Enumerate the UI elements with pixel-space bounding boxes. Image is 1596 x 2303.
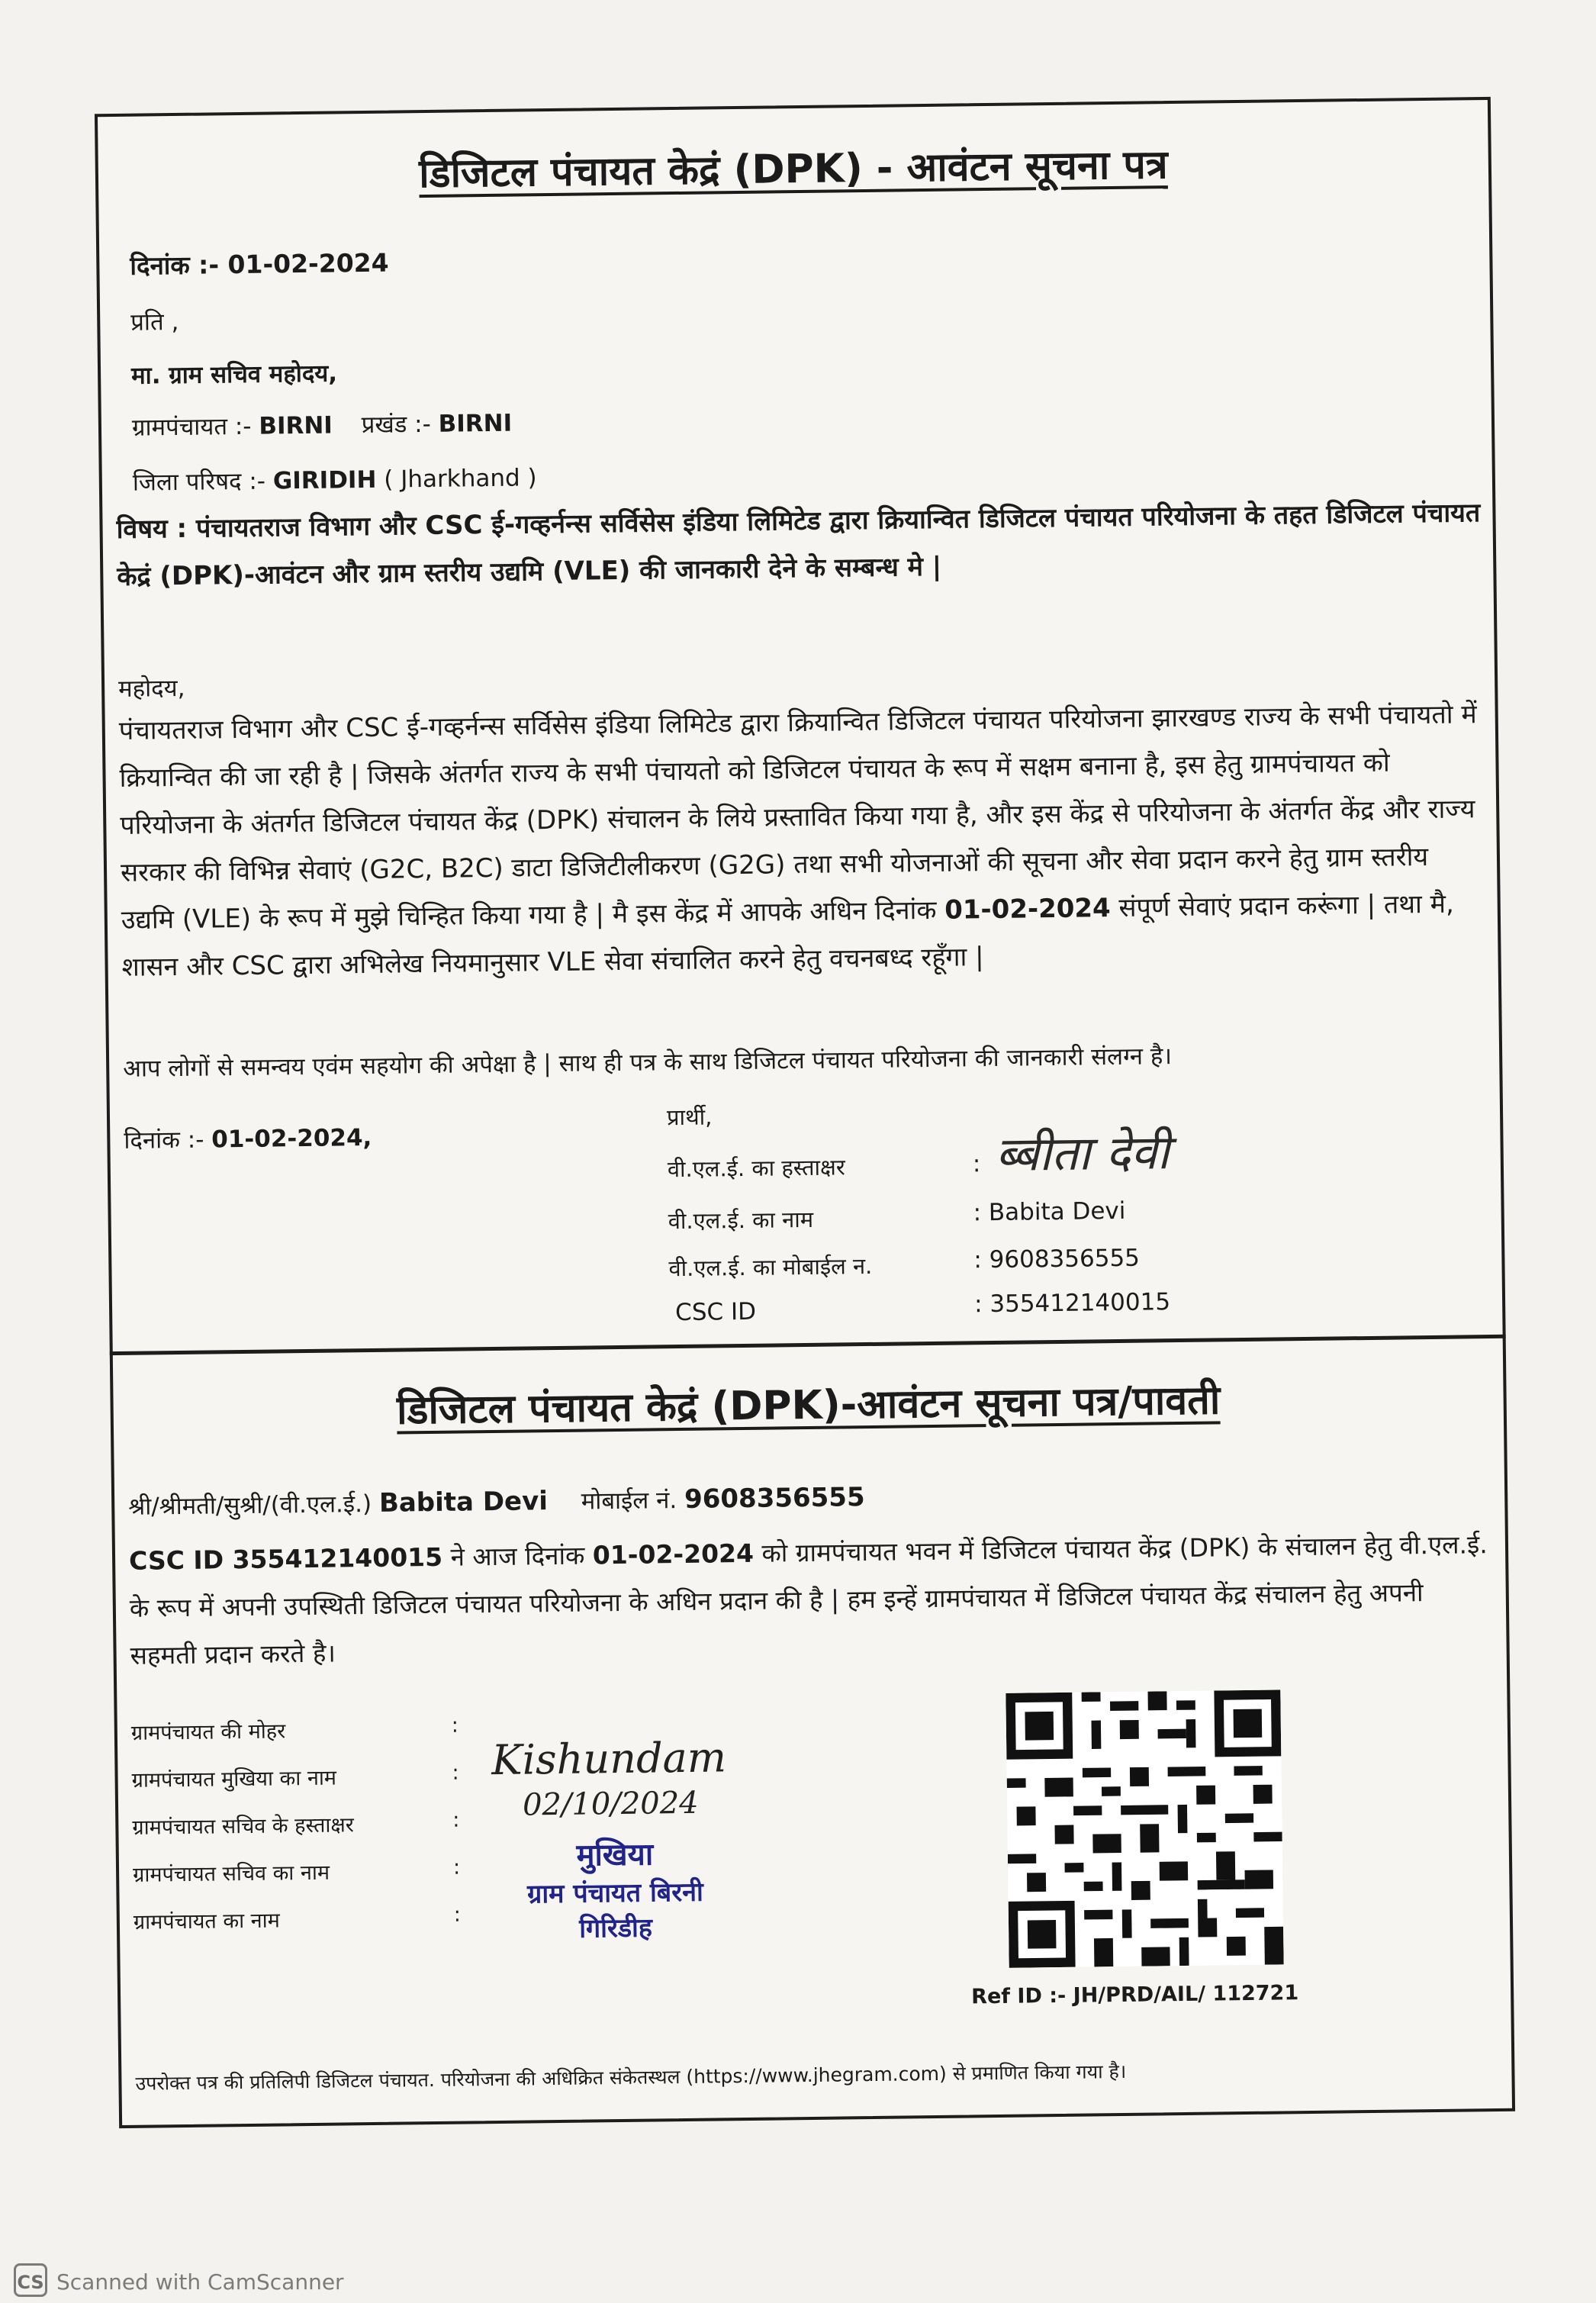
field-sep-secretary-sign: : bbox=[452, 1808, 460, 1832]
field-sep-panchayat-name: : bbox=[453, 1902, 462, 1927]
gram-panchayat-value: BIRNI bbox=[259, 411, 333, 440]
receipt-name-prefix: श्री/श्रीमती/सुश्री/(वी.एल.ई.) bbox=[128, 1490, 372, 1521]
field-label-seal: ग्रामपंचायत की मोहर bbox=[130, 1719, 286, 1745]
qr-code-icon bbox=[1006, 1689, 1283, 1967]
zila-line bbox=[133, 461, 537, 498]
bottom-date-label: दिनांक :- bbox=[124, 1126, 204, 1155]
prakhand-value: BIRNI bbox=[438, 409, 513, 438]
stamp-line2: ग्राम पंचायत बिरनी bbox=[526, 1876, 704, 1910]
footer-note: उपरोक्त पत्र की प्रतिलिपी डिजिटल पंचायत. परियोजना की अधिक्रित संकेतस्थल (https://www.jhegram.com) से प्रमाणित किया गया है। bbox=[135, 2060, 1127, 2095]
receipt-mobile-label: मोबाईल नं. bbox=[581, 1486, 677, 1515]
applicant: प्रार्थी, bbox=[666, 1103, 713, 1131]
csc-id-label: CSC ID bbox=[674, 1297, 757, 1327]
addressee: मा. ग्राम सचिव महोदय, bbox=[130, 359, 338, 390]
gram-panchayat-line bbox=[132, 407, 513, 443]
field-label-mukhiya-name: ग्रामपंचायत मुखिया का नाम bbox=[131, 1766, 337, 1792]
vle-mobile-value: : 9608356555 bbox=[973, 1244, 1141, 1274]
receipt-name-line bbox=[128, 1481, 865, 1522]
field-sep-mukhiya-name: : bbox=[452, 1760, 459, 1785]
receipt-csc-id: CSC ID 355412140015 bbox=[128, 1541, 443, 1576]
vle-sign-colon: : bbox=[972, 1150, 981, 1178]
receipt-name-value: Babita Devi bbox=[378, 1486, 549, 1519]
bottom-date bbox=[124, 1121, 372, 1156]
vle-sign-label: वी.एल.ई. का हस्ताक्षर bbox=[667, 1154, 845, 1183]
prakhand-label: प्रखंड :- bbox=[361, 410, 431, 440]
receipt-text-part2: को ग्रामपंचायत भवन में डिजिटल पंचायत केंद्र (DPK) के संचालन हेतु वी.एल.ई. के रूप में अपनी उपस्थिती डिजिटल पंचायत परियोजना के अधिन प्रदान की है | हम इन्हें ग्रामपंचायत में डिजिटल पंचायत केंद्र संचालन हेतु अपनी सहमती प्रदान करते है। bbox=[129, 1529, 1488, 1670]
vle-signature: ब्बीता देवी bbox=[995, 1124, 1170, 1182]
field-sep-seal: : bbox=[451, 1713, 459, 1738]
gram-panchayat-label: ग्रामपंचायत :- bbox=[131, 412, 252, 442]
field-label-panchayat-name: ग्रामपंचायत का नाम bbox=[133, 1908, 280, 1934]
letter-date: दिनांक :- 01-02-2024 bbox=[130, 247, 389, 281]
closing-paragraph: आप लोगों से समन्वय एवंम सहयोग की अपेक्षा है | साथ ही पत्र के साथ डिजिटल पंचायत परियोजना की जानकारी संलग्न है। bbox=[123, 1042, 1173, 1083]
receipt-paragraph bbox=[129, 1521, 1496, 1680]
receipt-title: डिजिटल पंचायत केद्रं (DPK)-आवंटन सूचना पत्र/पावती bbox=[396, 1377, 1221, 1434]
prati-line: प्रति , bbox=[130, 308, 179, 337]
subject: विषय : पंचायतराज विभाग और CSC ई-गव्हर्नन्स सर्विसेस इंडिया लिमिटेड द्वारा क्रियान्वित डिजिटल पंचायत परियोजना के तहत डिजिटल पंचायत केद्रं (DPK)-आवंटन और ग्राम स्तरीय उद्यमि (VLE) की जानकारी देने के सम्बन्ध मे | bbox=[116, 498, 1481, 592]
body-part1: पंचायतराज विभाग और CSC ई-गव्हर्नन्स सर्विसेस इंडिया लिमिटेड द्वारा क्रियान्वित डिजिटल पंचायत परियोजना झारखण्ड राज्य के सभी पंचायतो में क्रियान्वित की जा रही है | जिसके अंतर्गत राज्य के सभी पंचायतो को डिजिटल पंचायत के रूप में सक्षम बनाना है, इस हेतु ग्रामपंचायत को परियोजना के अंतर्गत डिजिटल पंचायत केंद्र (DPK) संचालन के लिये प्रस्तावित किया गया है, और इस केंद्र से परियोजना के अंतर्गत केंद्र और राज्य सरकार की विभिन्न सेवाएं (G2C, B2C) डाटा डिजिटीलीकरण (G2G) तथा सभी योजनाओं की सूचना और सेवा प्रदान करने हेतु ग्राम स्तरीय उद्यमि (VLE) के रूप में मुझे चिन्हित किया गया है | मै इस केंद्र में आपके अधिन दिनांक bbox=[118, 699, 1477, 936]
camscanner-text: Scanned with CamScanner bbox=[56, 2269, 344, 2295]
section-divider bbox=[110, 1335, 1506, 1355]
body-part2: संपूर्ण सेवाएं प्रदान करूंगा | तथा मै, शासन और CSC द्वारा अभिलेख नियमानुसार VLE सेवा संचालित करने हेतु वचनबध्द रहूँगा | bbox=[121, 888, 1455, 983]
signature-date: 02/10/2024 bbox=[522, 1785, 699, 1823]
bottom-date-value: 01-02-2024, bbox=[211, 1123, 372, 1154]
csc-id-value: : 355412140015 bbox=[973, 1288, 1171, 1319]
stamp-line1: मुखिया bbox=[576, 1836, 654, 1873]
body-paragraph bbox=[118, 691, 1487, 991]
zila-value: GIRIDIH bbox=[272, 465, 377, 495]
zila-label: जिला परिषद :- bbox=[132, 467, 266, 497]
field-label-secretary-sign: ग्रामपंचायत सचिव के हस्ताक्षर bbox=[132, 1813, 354, 1840]
vle-name-label: वी.एल.ई. का नाम bbox=[668, 1206, 814, 1235]
camscanner-footer bbox=[0, 2259, 458, 2303]
panchayat-stamp bbox=[478, 1831, 754, 1946]
field-label-secretary-name: ग्रामपंचायत सचिव का नाम bbox=[132, 1860, 330, 1887]
receipt-mobile-value: 9608356555 bbox=[684, 1482, 865, 1515]
letter-title: डिजिटल पंचायत केद्रं (DPK) - आवंटन सूचना पत्र bbox=[418, 142, 1168, 198]
zila-state: ( Jharkhand ) bbox=[384, 464, 537, 494]
camscanner-logo-icon: CS bbox=[14, 2263, 47, 2297]
receipt-text-date: 01-02-2024 bbox=[592, 1538, 755, 1570]
ref-id: Ref ID :- JH/PRD/AIL/ 112721 bbox=[970, 1981, 1299, 2009]
mukhiya-signature: Kishundam bbox=[491, 1733, 727, 1785]
vle-name-value: : Babita Devi bbox=[973, 1197, 1126, 1227]
letter-sheet bbox=[95, 97, 1515, 2128]
body-date: 01-02-2024 bbox=[944, 893, 1111, 926]
vle-mobile-label: वी.एल.ई. का मोबाईल न. bbox=[668, 1252, 873, 1282]
field-sep-secretary-name: : bbox=[452, 1855, 461, 1879]
stamp-line3: गिरिडीह bbox=[578, 1912, 653, 1944]
receipt-text-part1: ने आज दिनांक bbox=[450, 1540, 585, 1572]
salutation: महोदय, bbox=[117, 674, 185, 703]
